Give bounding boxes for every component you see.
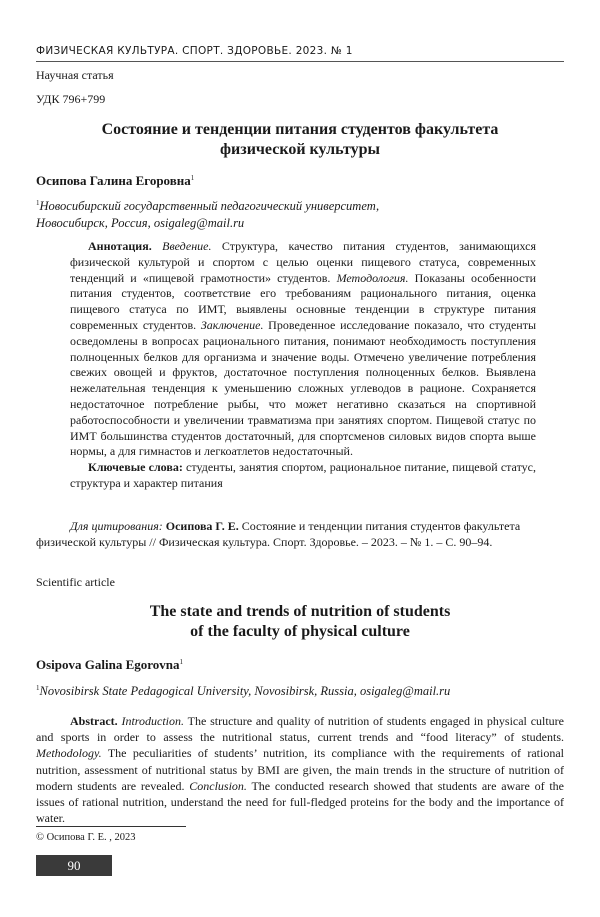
title-ru-line-1: Состояние и тенденции питания студентов факультета [101,121,499,138]
abstract-en-method-label: Methodology. [36,746,102,761]
abstract-en-method-text: The peculiarities of students’ nutrition, its compliance with the requirements of rational nutrition, assessment of nutritional status by BMI are given, the main trends in the structure of nutrition of modern students are revealed. [36,746,564,793]
affiliation-en-sup: 1 [36,684,40,692]
citation [36,518,564,550]
abstract-ru-intro-text: Структура, качество питания студентов, занимающихся физической культурой и спортом с целью оценки пищевого статуса, современных тенденций и «пищевой грамотности» студентов. [70,239,537,285]
udc-code: УДК 796+799 [36,92,106,106]
affiliation-ru-line-1: Новосибирский государственный педагогический университет, [39,199,380,213]
citation-author: Осипова Г. Е. [165,519,239,533]
article-title-en [36,602,564,642]
keywords-ru-label: Ключевые слова: [88,460,183,475]
keywords-ru-text: студенты, занятия спортом, рациональное питание, пищевой статус, структура и характер питания [70,460,536,490]
abstract-ru-conclusion-text: Проведенное исследование показало, что студенты осведомлены в вопросах рационального питания, понимают необходимость поступления полноценных белков для организма и значение воды. Отмечено увеличение потребления свежих овощей и фруктов, достаточное поступления полноценных белков. Выявлена нежелательная тенденция к уменьшению сложных углеводов в рационе. Сохраняется недостаточное потребление рыбы, что может негативно сказаться на спортивной работоспособности и увеличении травматизма при занятиях спортом. Пищевой статус по ИМТ большинства студентов достаточный, для спортсменов силовых видов спорта выше нормы, а для гимнастов и легкоатлетов недостаточный. [70,317,537,459]
article-type-en: Scientific article [36,575,115,589]
abstract-ru-method-text: Показаны особенности питания студентов, соответствие его требованиям рационального питания, оценка пищевого статуса по ИМТ, выявлены основные тенденции в структуре питания современных студентов. [70,270,536,332]
abstract-en-intro-text: The structure and quality of nutrition of students engaged in physical culture and sports in order to assess the nutritional status, current trends and “food literacy” of students. [36,714,565,745]
keywords-ru [70,460,536,492]
title-en-line-2: of the faculty of physical culture [190,623,410,640]
author-en-name: Osipova Galina Egorovna [36,657,180,672]
affiliation-en-text: Novosibirsk State Pedagogical University, Novosibirsk, Russia, osigaleg@mail.ru [39,684,451,698]
article-type-ru: Научная статья [36,68,114,82]
footnote-rule [36,826,186,827]
abstract-ru-label: Аннотация. [88,239,152,253]
citation-label: Для цитирования: [70,519,163,533]
author-en [36,657,183,673]
citation-text: Состояние и тенденции питания студентов факультета физической культуры // Физическая культура. Спорт. Здоровье. – 2023. – № 1. – С. 90–94. [36,519,521,549]
header-rule [36,61,564,62]
journal-header: ФИЗИЧЕСКАЯ КУЛЬТУРА. СПОРТ. ЗДОРОВЬЕ. 2023. № 1 [36,45,353,57]
article-title-ru [36,120,564,160]
abstract-ru-intro-label: Введение. [162,239,212,253]
abstract-en-conclusion-text: The conducted research showed that students are aware of the issues of rational nutrition, understand the need for full-fledged proteins for the body and the importance of water. [36,778,564,826]
author-ru [36,173,194,189]
abstract-en-paragraph [36,713,564,826]
abstract-en-label: Abstract. [70,714,118,728]
abstract-ru-method-label: Методология. [336,270,409,285]
affiliation-en [36,680,564,700]
author-ru-sup: 1 [190,174,195,182]
affiliation-ru [36,195,564,232]
copyright-notice: © Осипова Г. Е. , 2023 [36,832,136,843]
page-number: 90 [36,855,112,876]
abstract-ru-conclusion-label: Заключение. [200,317,264,332]
abstract-en-conclusion-label: Conclusion. [189,778,247,793]
author-en-sup: 1 [179,658,184,666]
title-ru-line-2: физической культуры [219,141,381,158]
abstract-ru-paragraph [70,239,536,460]
affiliation-ru-line-2: Новосибирск, Россия, osigaleg@mail.ru [36,216,245,230]
abstract-en-intro-label: Introduction. [121,714,185,728]
abstract-ru [70,239,536,492]
affiliation-ru-sup: 1 [36,199,40,207]
author-ru-name: Осипова Галина Егоровна [36,173,191,188]
abstract-en [36,713,564,826]
title-en-line-1: The state and trends of nutrition of students [149,603,451,620]
